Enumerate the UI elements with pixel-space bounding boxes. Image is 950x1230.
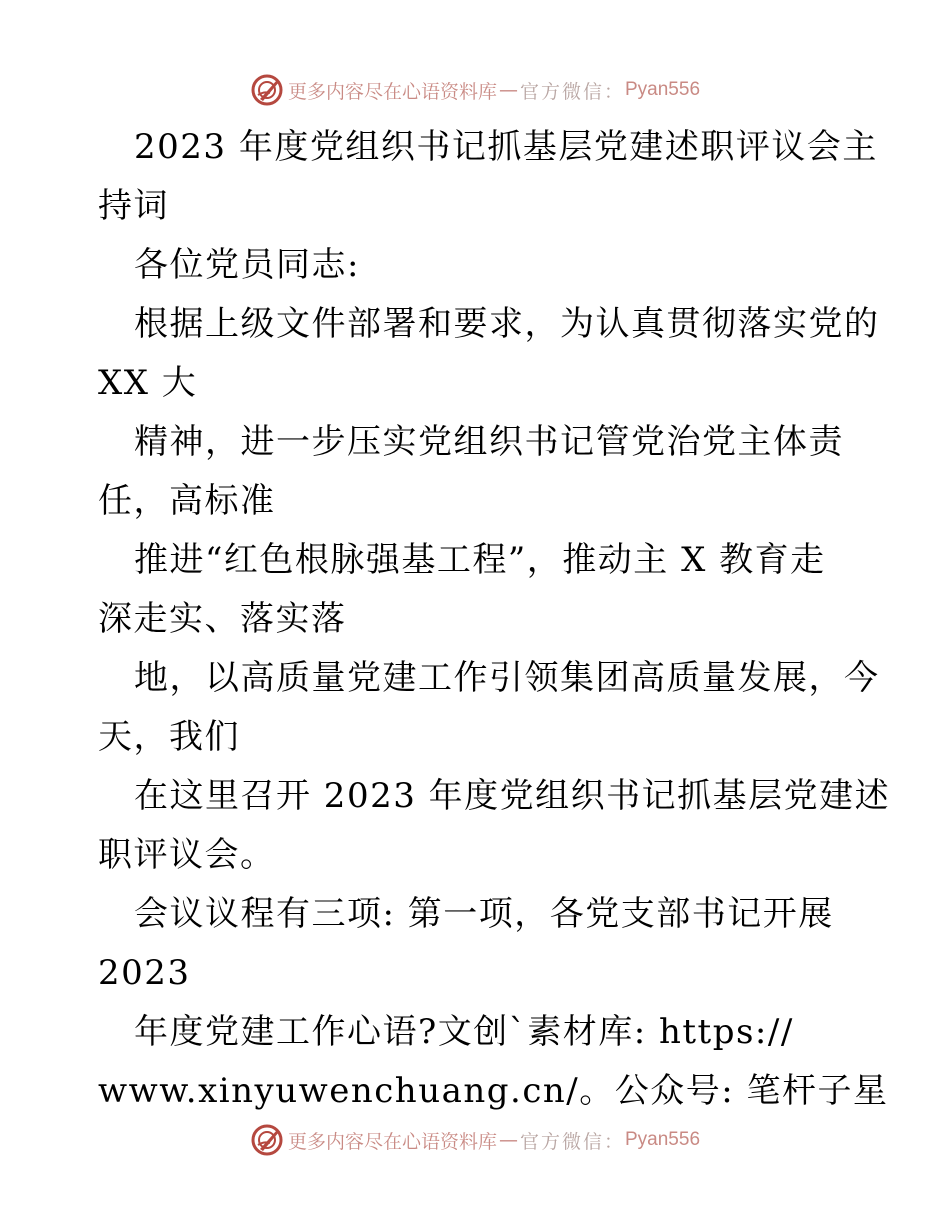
doc-line: 2023: [98, 953, 191, 993]
watermark-id: Pyan556: [625, 79, 701, 100]
doc-line: 职评议会。: [98, 835, 276, 875]
doc-line: 精神，进一步压实党组织书记管党治党主体责: [134, 422, 844, 462]
watermark-brand: 更多内容尽在心语资料库: [287, 80, 497, 103]
footer-watermark: [0, 1120, 950, 1160]
doc-line: 在这里召开 2023 年度党组织书记抓基层党建述: [134, 776, 891, 816]
quill-seal-icon: [250, 73, 284, 107]
document-body: [98, 118, 891, 1121]
doc-line: 任，高标准: [98, 481, 276, 521]
quill-seal-icon: [250, 1123, 284, 1157]
watermark-separator: —: [498, 1129, 518, 1151]
doc-line: www.xinyuwenchuang.cn/。公众号: 笔杆子星: [98, 1071, 889, 1111]
doc-line: 2023 年度党组织书记抓基层党建述职评议会主: [134, 127, 878, 167]
watermark-brand: 更多内容尽在心语资料库: [287, 1130, 497, 1153]
watermark-label: 官方微信：: [519, 80, 625, 103]
doc-line: 推进“红色根脉强基工程”，推动主 X 教育走: [134, 540, 826, 580]
doc-line: 会议议程有三项: 第一项，各党支部书记开展: [134, 894, 834, 934]
doc-line: 根据上级文件部署和要求，为认真贯彻落实党的: [134, 304, 880, 344]
doc-line: 年度党建工作心语?文创`素材库: https://: [134, 1012, 794, 1052]
doc-line: 各位党员同志:: [134, 245, 360, 285]
watermark-label: 官方微信：: [519, 1130, 625, 1153]
watermark-separator: —: [498, 79, 518, 101]
doc-line: 天，我们: [98, 717, 240, 757]
header-watermark: [0, 70, 950, 110]
doc-line: 持词: [98, 186, 169, 226]
watermark-id: Pyan556: [625, 1129, 701, 1150]
doc-line: XX 大: [98, 363, 198, 403]
doc-line: 地，以高质量党建工作引领集团高质量发展，今: [134, 658, 880, 698]
doc-line: 深走实、落实落: [98, 599, 347, 639]
